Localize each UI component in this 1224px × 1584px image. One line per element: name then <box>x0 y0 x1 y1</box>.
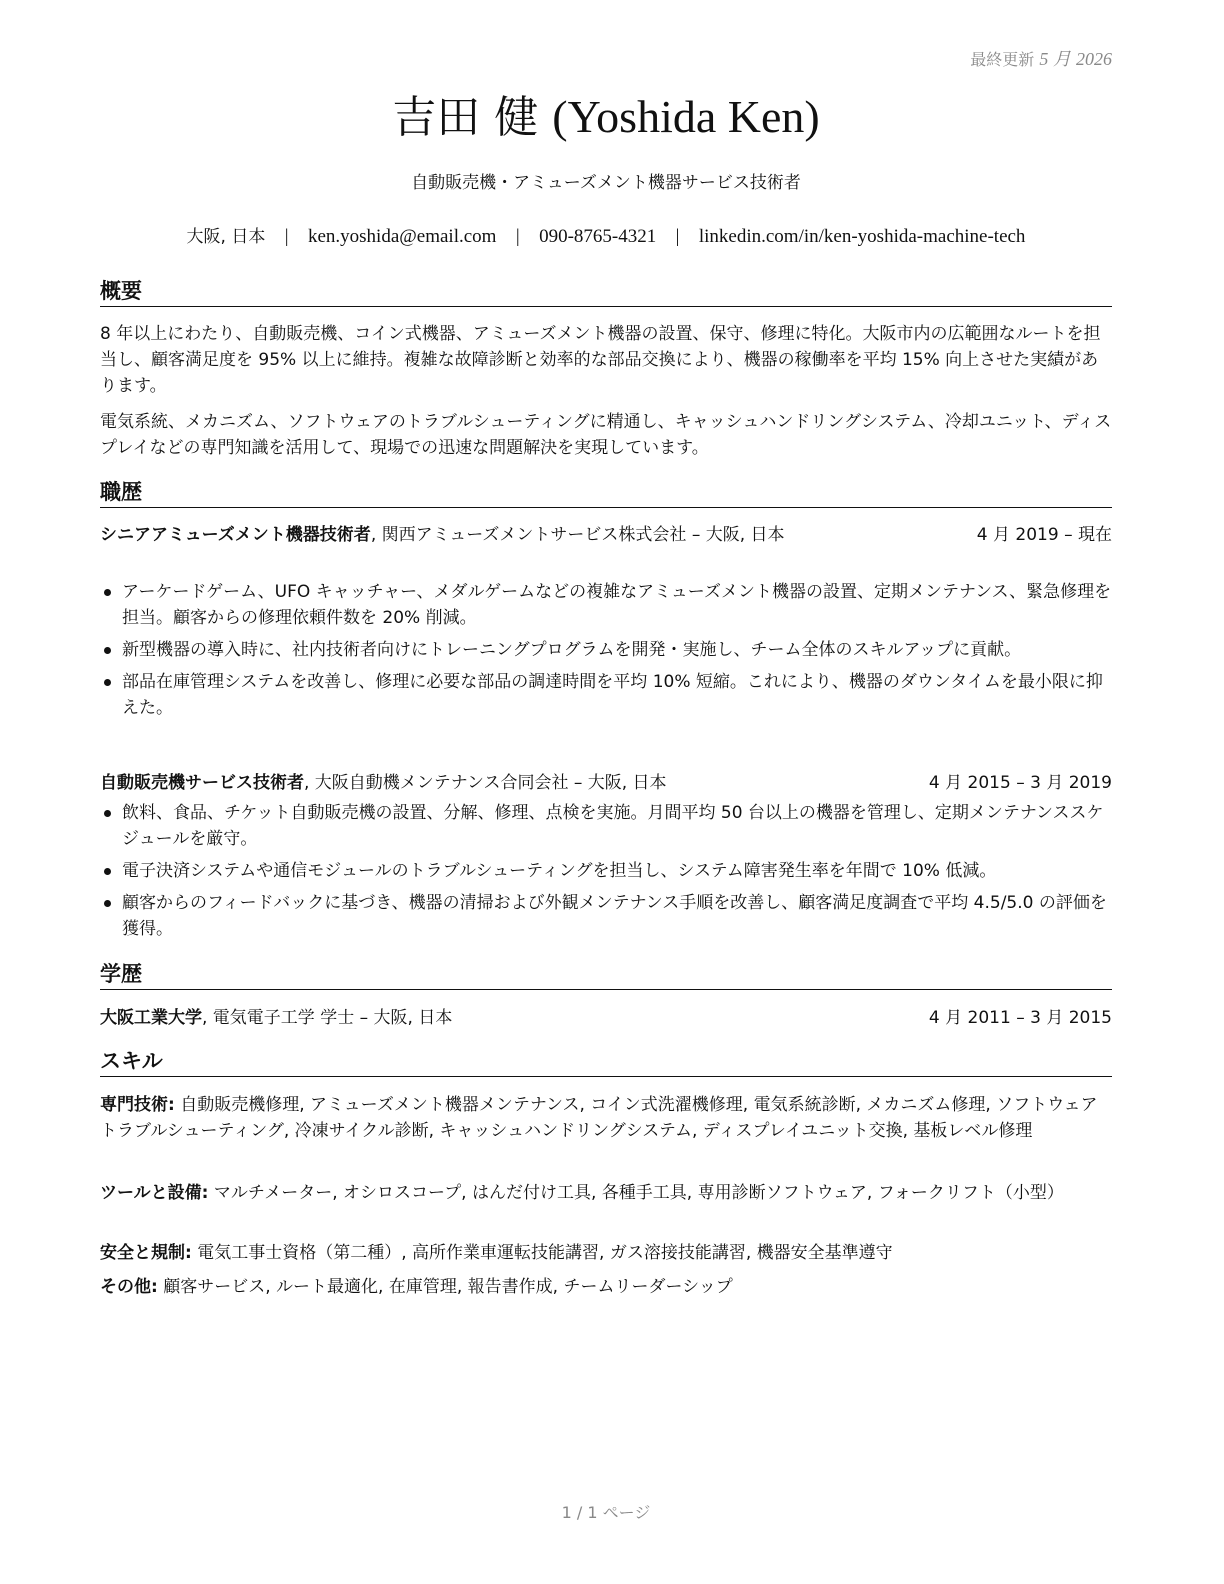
linkedin-link[interactable]: linkedin.com/in/ken-yoshida-machine-tech <box>698 226 1026 247</box>
list-item: 電子決済システムや通信モジュールのトラブルシューティングを担当し、システム障害発生率を年間で 10% 低減。 <box>100 858 1112 884</box>
phone: 090-8765-4321 <box>539 226 657 247</box>
name-latin: (Yoshida Ken) <box>552 91 820 142</box>
job-company: , 関西アミューズメントサービス株式会社 – 大阪, 日本 <box>370 525 785 545</box>
page-number: 1 / 1 ページ <box>561 1503 651 1522</box>
skill-text: 顧客サービス, ルート最適化, 在庫管理, 報告書作成, チームリーダーシップ <box>157 1277 733 1297</box>
summary-paragraph: 8 年以上にわたり、自動販売機、コイン式機器、アミューズメント機器の設置、保守、修理に特化。大阪市内の広範囲なルートを担当し、顧客満足度を 95% 以上に維持。複雑な故障診断と効率的な部品交換により、機器の稼働率を平均 15% 向上させた実績があります。 <box>100 324 1101 396</box>
candidate-name <box>100 87 1112 148</box>
education-entry <box>100 1005 1112 1031</box>
summary-paragraph: 電気系統、メカニズム、ソフトウェアのトラブルシューティングに精通し、キャッシュハンドリングシステム、冷却ユニット、ディスプレイなどの専門知識を活用して、現場での迅速な問題解決を実現しています。 <box>100 412 1112 458</box>
list-item: 新型機器の導入時に、社内技術者向けにトレーニングプログラムを開発・実施し、チーム全体のスキルアップに貢献。 <box>100 637 1112 663</box>
updated-year: 2026 <box>1076 49 1112 69</box>
separator: | <box>675 226 680 247</box>
job-bullets <box>100 800 1112 948</box>
updated-label: 最終更新 <box>970 50 1035 69</box>
job-bullets <box>100 579 1112 727</box>
name-japanese: 吉田 健 <box>392 92 539 143</box>
separator: | <box>284 226 289 247</box>
list-item: 部品在庫管理システムを改善し、修理に必要な部品の調達時間を平均 10% 短縮。これにより、機器のダウンタイムを最小限に抑えた。 <box>100 669 1112 721</box>
section-heading-skills: スキル <box>100 1047 1112 1077</box>
skill-label: ツールと設備: <box>100 1183 209 1203</box>
job-header <box>100 770 1112 796</box>
skill-label: その他: <box>100 1277 158 1297</box>
job-dates: 4 月 2019 – 現在 <box>976 525 1112 545</box>
school-name: 大阪工業大学 <box>100 1008 202 1028</box>
job-dates: 4 月 2015 – 3 月 2019 <box>928 773 1112 793</box>
degree-detail: , 電気電子工学 学士 – 大阪, 日本 <box>202 1008 453 1028</box>
list-item: 顧客からのフィードバックに基づき、機器の清掃および外観メンテナンス手順を改善し、顧客満足度調査で平均 4.5/5.0 の評価を獲得。 <box>100 890 1112 942</box>
updated-month: 5 月 <box>1039 49 1071 69</box>
section-heading-education: 学歴 <box>100 960 1112 990</box>
skill-text: マルチメーター, オシロスコープ, はんだ付け工具, 各種手工具, 専用診断ソフトウェア, フォークリフト（小型） <box>208 1183 1064 1203</box>
headline: 自動販売機・アミューズメント機器サービス技術者 <box>411 173 801 193</box>
job-header <box>100 522 1112 548</box>
last-updated <box>970 45 1112 71</box>
job-title: 自動販売機サービス技術者 <box>100 773 304 793</box>
email-link[interactable]: ken.yoshida@email.com <box>307 226 497 247</box>
skill-group <box>100 1092 1112 1144</box>
skill-text: 電気工事士資格（第二種）, 高所作業車運転技能講習, ガス溶接技能講習, 機器安全基準遵守 <box>191 1243 893 1263</box>
separator: | <box>515 226 520 247</box>
location: 大阪, 日本 <box>186 227 266 247</box>
list-item: アーケードゲーム、UFO キャッチャー、メダルゲームなどの複雑なアミューズメント機器の設置、定期メンテナンス、緊急修理を担当。顧客からの修理依頼件数を 20% 削減。 <box>100 579 1112 631</box>
skill-group <box>100 1240 1112 1266</box>
list-item: 飲料、食品、チケット自動販売機の設置、分解、修理、点検を実施。月間平均 50 台以上の機器を管理し、定期メンテナンススケジュールを厳守。 <box>100 800 1112 852</box>
skill-label: 専門技術: <box>100 1095 175 1115</box>
section-heading-summary: 概要 <box>100 277 1112 307</box>
skill-group <box>100 1180 1112 1206</box>
education-dates: 4 月 2011 – 3 月 2015 <box>928 1008 1112 1028</box>
skill-group <box>100 1274 1112 1300</box>
skill-text: 自動販売機修理, アミューズメント機器メンテナンス, コイン式洗濯機修理, 電気系統診断, メカニズム修理, ソフトウェアトラブルシューティング, 冷凍サイクル診断, キャッシュハンドリングシステム, ディスプレイユニット交換, 基板レベル修理 <box>100 1095 1098 1141</box>
section-heading-experience: 職歴 <box>100 478 1112 508</box>
job-title: シニアアミューズメント機器技術者 <box>100 525 371 545</box>
job-company: , 大阪自動機メンテナンス合同会社 – 大阪, 日本 <box>304 773 667 793</box>
skill-label: 安全と規制: <box>100 1243 192 1263</box>
contact-line <box>100 224 1112 250</box>
